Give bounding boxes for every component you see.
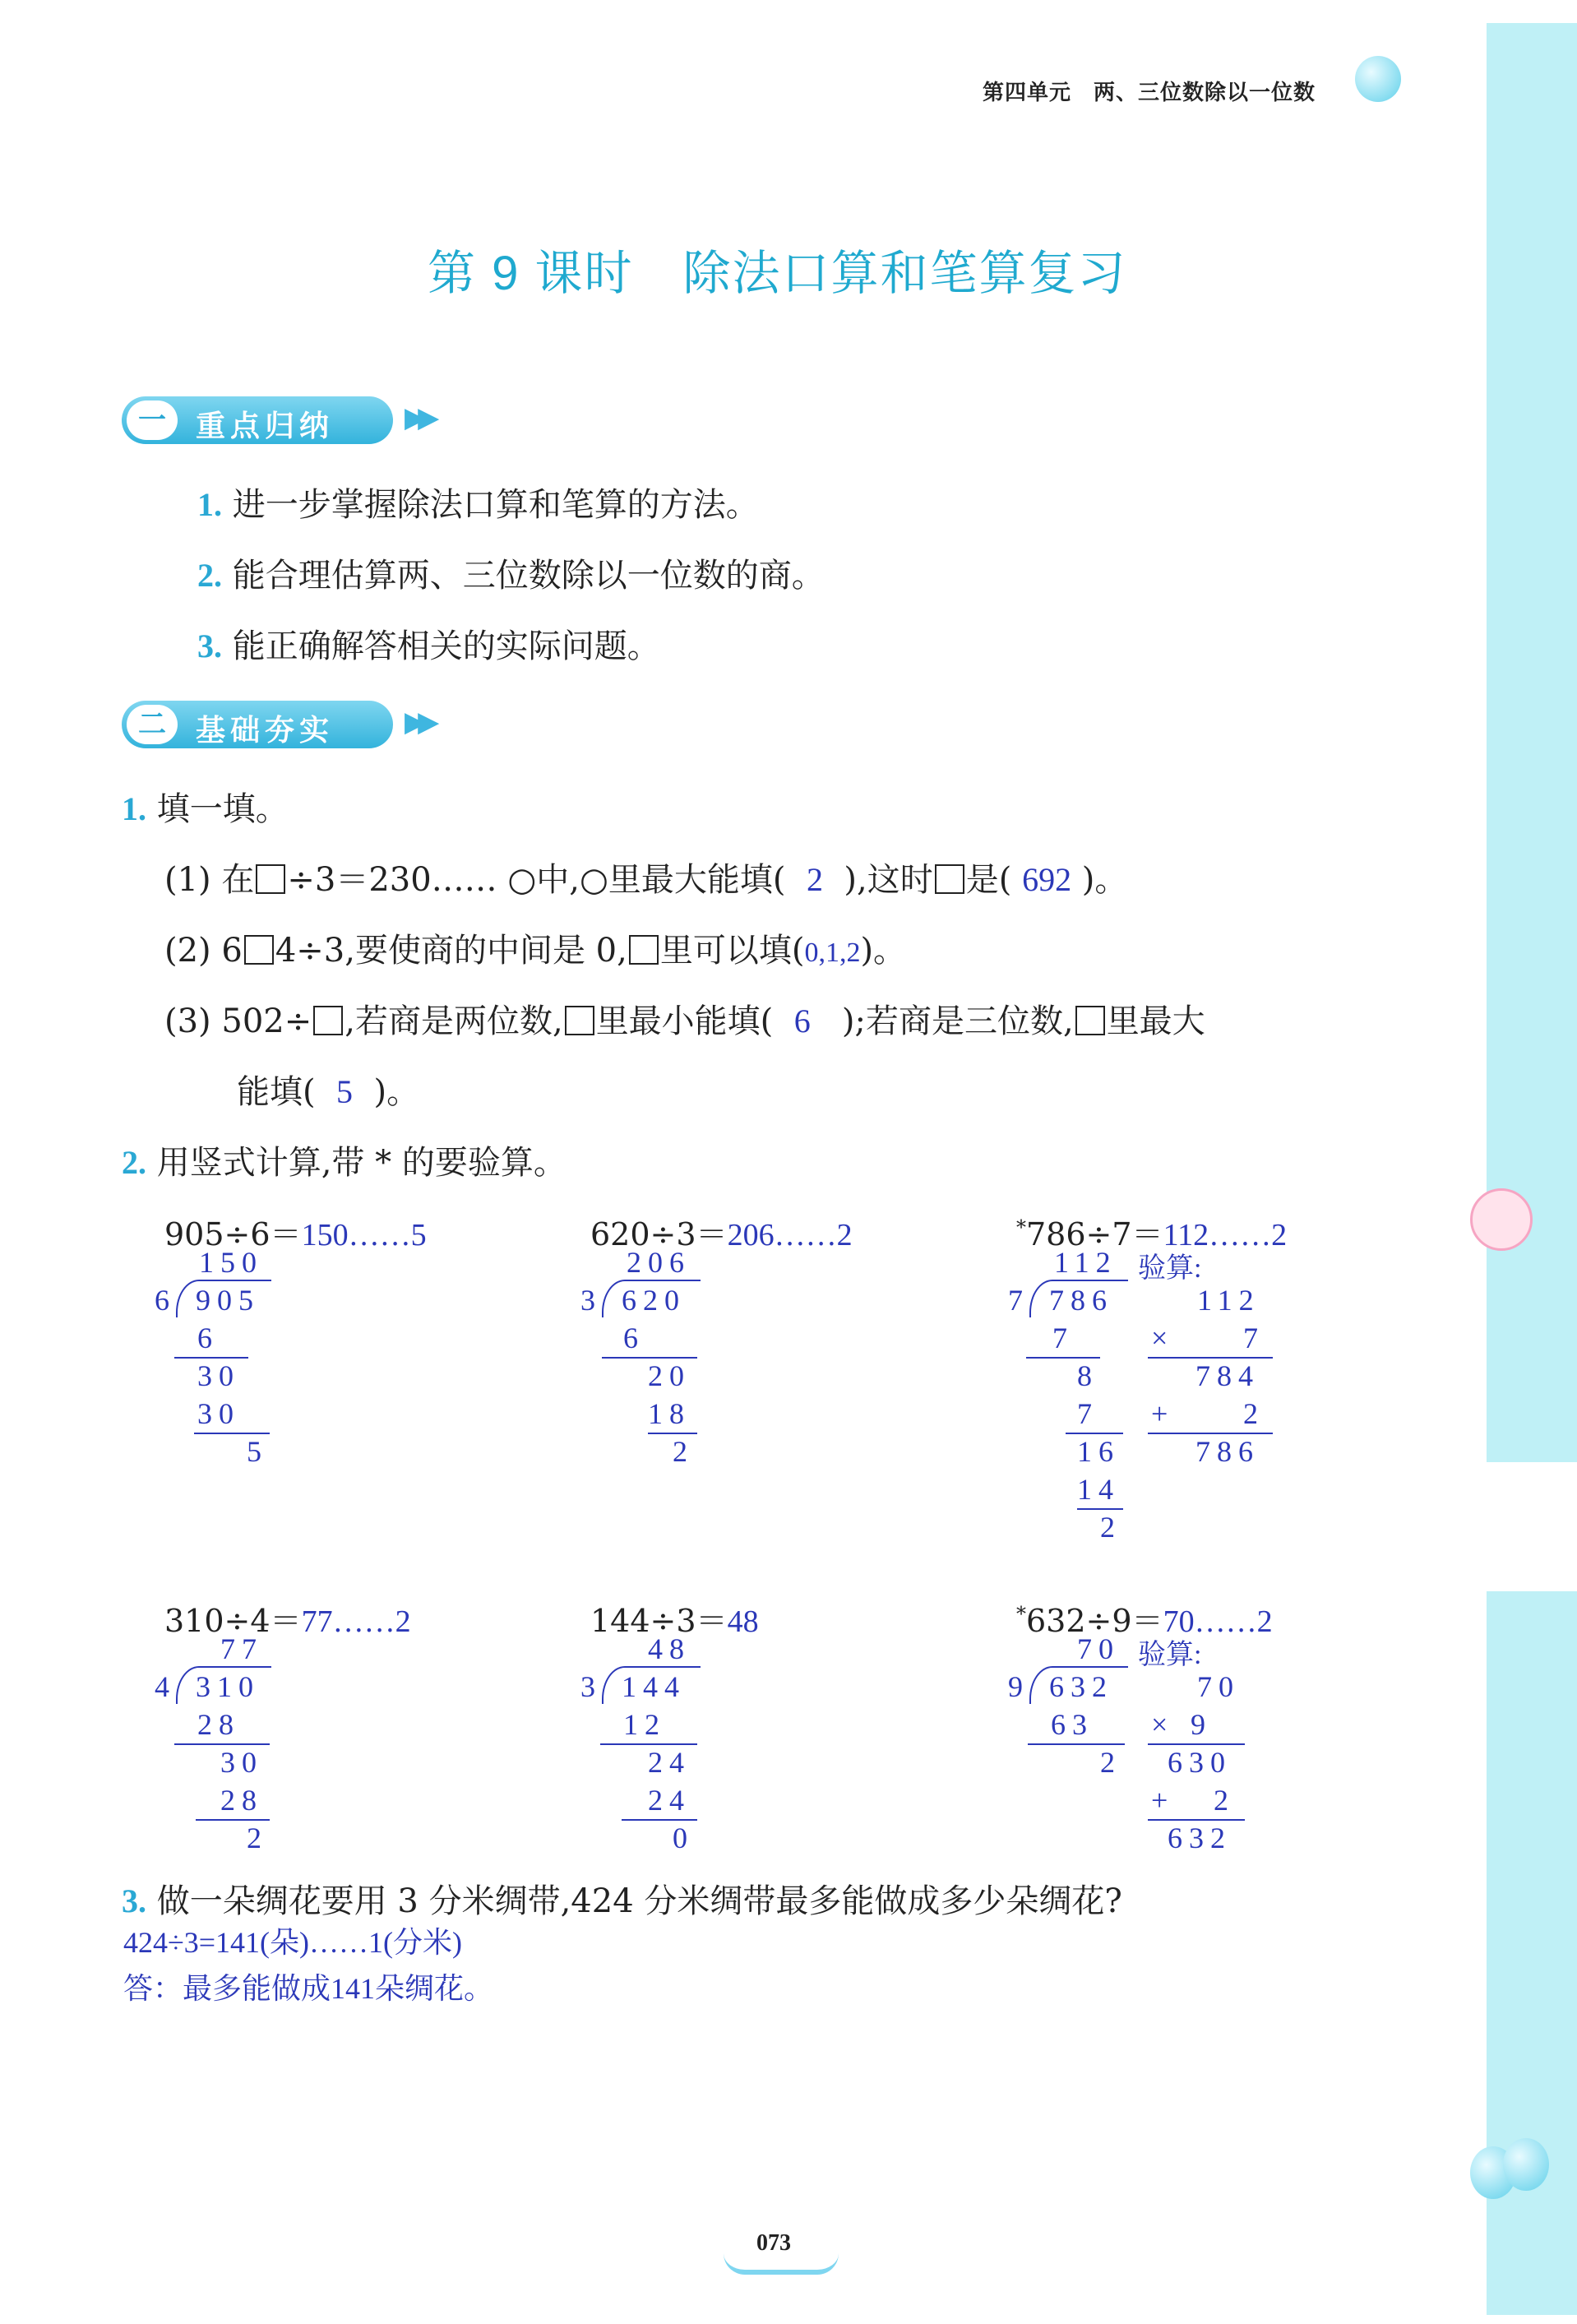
point-3: 3. 能正确解答相关的实际问题。 bbox=[197, 627, 660, 665]
problem-4: 310÷4＝77……2 bbox=[164, 1603, 411, 1639]
answer: 2 bbox=[806, 861, 823, 898]
problem-6: *632÷9＝70……2 bbox=[1016, 1602, 1273, 1639]
page-number: 073 bbox=[756, 2230, 791, 2256]
question-1-title: 1. 填一填。 bbox=[122, 790, 289, 828]
section-badge-2 bbox=[122, 701, 393, 748]
section-badge-1 bbox=[122, 396, 393, 444]
lesson-name: 除法口算和笔算复习 bbox=[682, 247, 1127, 300]
answer: 692 bbox=[1022, 861, 1072, 898]
question-3: 3. 做一朵绸花要用 3 分米绸带,424 分米绸带最多能做成多少朵绸花? bbox=[122, 1882, 1122, 1920]
blank-box bbox=[313, 1006, 343, 1035]
blank-box bbox=[935, 864, 964, 894]
section-number: 二 bbox=[127, 705, 178, 744]
section-label: 基础夯实 bbox=[196, 713, 335, 747]
balloons-illustration-icon bbox=[1470, 2138, 1552, 2212]
section-number: 一 bbox=[127, 400, 178, 440]
blank-box bbox=[629, 935, 659, 965]
quotient: 150 bbox=[199, 1246, 263, 1279]
question-1-part-3: (3) 502÷ ,若商是两位数, 里最小能填( 6 );若商是三位数, 里最大 bbox=[164, 1002, 1205, 1040]
running-header: 第四单元 两、三位数除以一位数 bbox=[983, 81, 1316, 105]
girl-illustration-icon bbox=[1470, 1188, 1533, 1251]
blank-box bbox=[1075, 1006, 1105, 1035]
question-3-work: 424÷3=141(朵)……1(分米) bbox=[123, 1926, 463, 1959]
check-label: 验算: bbox=[1138, 1640, 1202, 1670]
double-arrow-icon: ▶▶ bbox=[405, 706, 432, 738]
blank-box bbox=[256, 864, 285, 894]
check-label: 验算: bbox=[1138, 1253, 1202, 1284]
answer: 5 bbox=[336, 1073, 354, 1110]
problem-2: 620÷3＝206……2 bbox=[590, 1216, 853, 1252]
point-2: 2. 能合理估算两、三位数除以一位数的商。 bbox=[197, 557, 825, 595]
dividend: 905 bbox=[196, 1284, 260, 1317]
question-1-part-2: (2) 6 4÷3,要使商的中间是 0, 里可以填(0,1,2)。 bbox=[164, 932, 907, 970]
divisor: 6 bbox=[155, 1284, 176, 1317]
balloon-icon bbox=[1355, 56, 1401, 102]
question-1-part-3-cont: 能填( 5 )。 bbox=[237, 1073, 420, 1111]
question-1-part-1: (1) 在 ÷3＝230…… ○中,○里最大能填( 2 ),这时 是( 692 )。 bbox=[164, 861, 1128, 899]
question-3-answer: 答：最多能做成141朵绸花。 bbox=[123, 1972, 494, 2005]
blank-box bbox=[244, 935, 274, 965]
lesson-number: 第 9 课时 bbox=[428, 247, 634, 300]
section-label: 重点归纳 bbox=[196, 409, 335, 442]
double-arrow-icon: ▶▶ bbox=[405, 401, 432, 434]
problem-3: *786÷7＝112……2 bbox=[1016, 1215, 1288, 1252]
blank-box bbox=[565, 1006, 594, 1035]
point-1: 1. 进一步掌握除法口算和笔算的方法。 bbox=[197, 486, 759, 524]
question-2-title: 2. 用竖式计算,带 * 的要验算。 bbox=[122, 1144, 567, 1182]
problem-5: 144÷3＝48 bbox=[590, 1603, 759, 1639]
problem-1: 905÷6＝150……5 bbox=[164, 1216, 427, 1252]
answer: 6 bbox=[793, 1002, 811, 1039]
lesson-title bbox=[428, 234, 1127, 303]
answer: 0,1,2 bbox=[804, 937, 861, 968]
